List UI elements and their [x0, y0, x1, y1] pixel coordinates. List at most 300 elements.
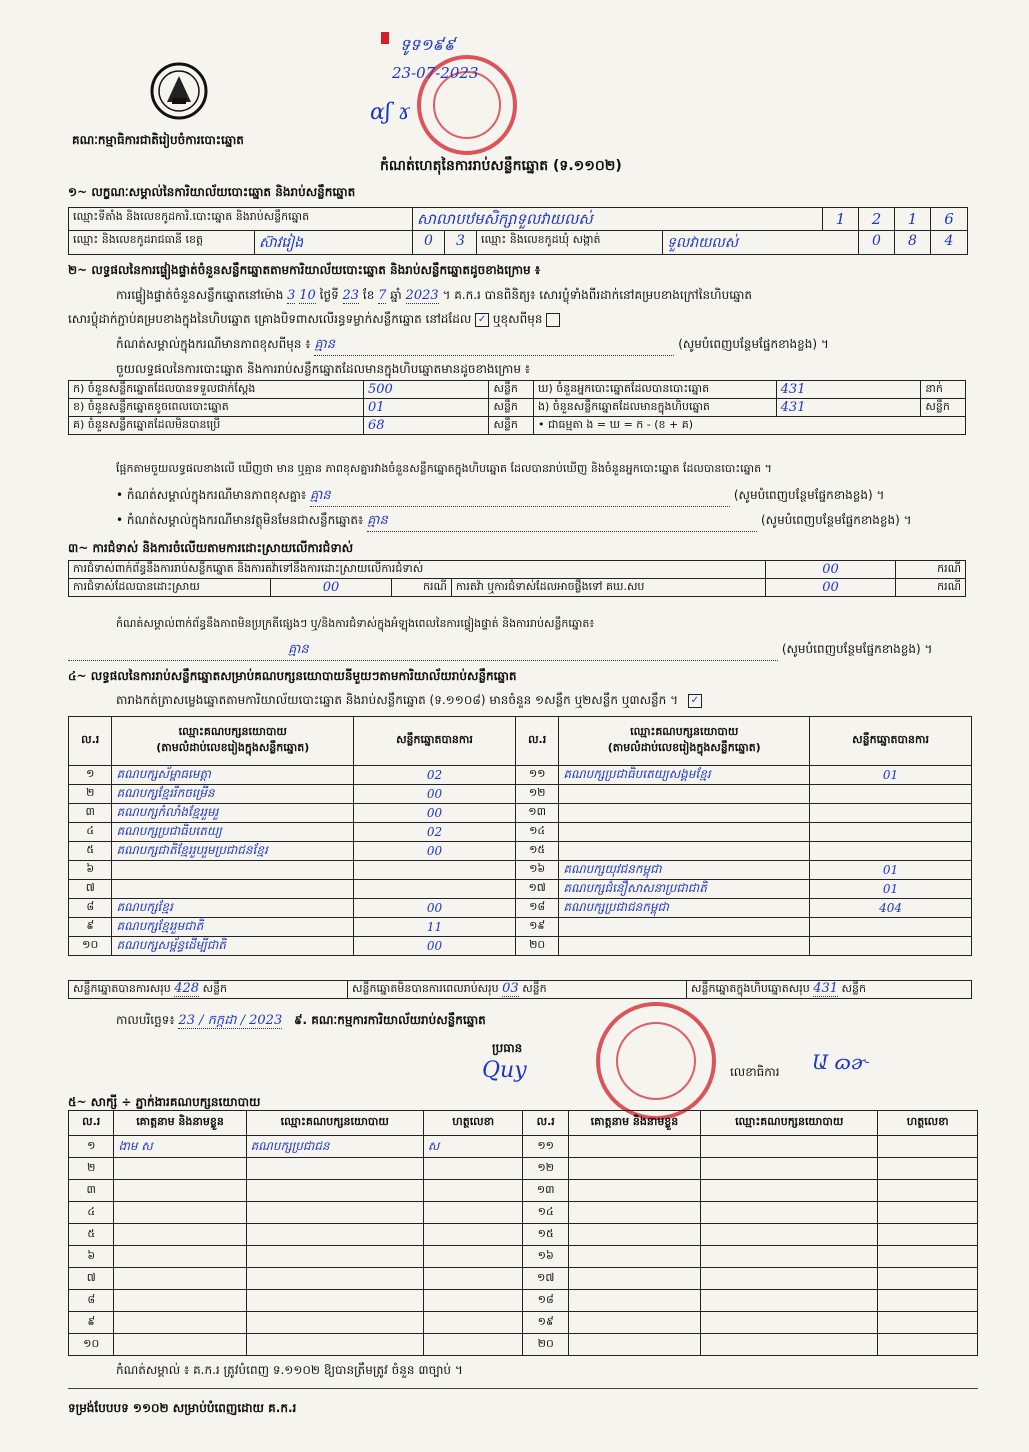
- result-no: ៩: [69, 918, 112, 937]
- total-invalid-unit: សន្លឹក: [522, 982, 547, 995]
- section4-title: ៤~ លទ្ធផលនៃការរាប់សន្លឹកឆ្នោតសម្រាប់គណបក្សនយោបាយនីមួយៗតាមការិយាល័យរាប់សន្លឹកឆ្នោត: [68, 669, 517, 683]
- witness-name[interactable]: [114, 1180, 246, 1202]
- result-no: ៤: [69, 823, 112, 842]
- note2-label: • កំណត់សម្គាល់ក្នុងករណីមានភាពខុសគ្នា៖: [116, 488, 307, 502]
- province-code-1: 0: [413, 231, 445, 254]
- total-box-label: សន្លឹកឆ្នោតក្នុងហិបឆ្នោតសរុប: [691, 982, 810, 995]
- total-box-unit: សន្លឹក: [841, 982, 866, 995]
- date-line: [116, 1012, 486, 1031]
- witness-no: ១២: [523, 1158, 568, 1180]
- total-valid-label: សន្លឹកឆ្នោតបានការសរុប: [73, 982, 171, 995]
- witness-sign[interactable]: [878, 1224, 978, 1246]
- results-col-party-title-2: ឈ្មោះគណបក្សនយោបាយ: [630, 725, 739, 738]
- result-votes[interactable]: 02: [354, 823, 516, 842]
- chair-label: ប្រធាន: [492, 1041, 523, 1055]
- witness-party[interactable]: [246, 1224, 423, 1246]
- witness-sign[interactable]: [423, 1224, 523, 1246]
- witness-name[interactable]: [568, 1202, 700, 1224]
- table-row: [69, 766, 972, 785]
- table-row: [69, 1246, 978, 1268]
- results-col-party: [112, 717, 354, 766]
- result-party[interactable]: [559, 842, 810, 861]
- result-votes[interactable]: 00: [354, 899, 516, 918]
- note3-value[interactable]: គ្មាន: [367, 512, 757, 532]
- witness-sign[interactable]: [423, 1268, 523, 1290]
- witness-sign[interactable]: [423, 1180, 523, 1202]
- result-no: ១៧: [515, 880, 558, 899]
- results-col-votes-2: សន្លឹកឆ្នោតបានការ: [810, 717, 972, 766]
- section4-intro: [116, 692, 702, 710]
- section3-title: ៣~ ការជំទាស់ និងការចំលើយតាមការដោះស្រាយលើការជំទាស់: [68, 541, 354, 555]
- section1-table: [68, 207, 968, 255]
- result-votes[interactable]: 01: [810, 861, 972, 880]
- table-row: [69, 1136, 978, 1158]
- year-label: ឆ្នាំ: [390, 288, 402, 302]
- count-value-e[interactable]: 431: [776, 399, 921, 417]
- section3-note-label: កំណត់សម្គាល់ពាក់ព័ន្ធនឹងភាពមិនប្រក្រតីផ្សេងៗ ឬ/និងការជំទាស់ក្នុងអំឡុងពេលនៃការផ្ទៀងផ្ទាត់ និងការរាប់សន្លឹកឆ្នោត៖: [116, 617, 595, 630]
- witness-no: ២: [69, 1158, 114, 1180]
- result-votes[interactable]: 00: [354, 785, 516, 804]
- witness-col-sign-2: ហត្ថលេខា: [878, 1111, 978, 1136]
- objection-unit: ករណី: [896, 561, 966, 579]
- witness-no: ៥: [69, 1224, 114, 1246]
- appeal-value[interactable]: 00: [765, 579, 895, 597]
- results-totals-row: [69, 981, 972, 999]
- count-formula: • ជាធម្មតា ង = ឃ = ក - (ខ + គ): [534, 417, 966, 435]
- witness-name[interactable]: [568, 1268, 700, 1290]
- result-votes[interactable]: 11: [354, 918, 516, 937]
- results-table: [68, 716, 972, 956]
- witness-no: ១១: [523, 1136, 568, 1158]
- result-party[interactable]: [112, 861, 354, 880]
- witness-party[interactable]: [246, 1268, 423, 1290]
- witness-party[interactable]: [246, 1312, 423, 1334]
- note-value[interactable]: គ្មាន: [314, 336, 674, 356]
- red-flag-mark: [381, 32, 389, 44]
- table-row: [69, 861, 972, 880]
- witness-sign[interactable]: [423, 1158, 523, 1180]
- note2-value[interactable]: គ្មាន: [310, 487, 730, 507]
- witness-no: ១៥: [523, 1224, 568, 1246]
- time-hour: 3: [287, 288, 296, 303]
- result-party[interactable]: [559, 937, 810, 956]
- result-votes[interactable]: 00: [354, 937, 516, 956]
- witness-party[interactable]: [701, 1312, 878, 1334]
- count-label-a: ក) ចំនួនសន្លឹកឆ្នោតដែលបានទទួលជាក់ស្តែង: [69, 381, 364, 399]
- footer-text: ទម្រង់បែបបទ ១១០២ សម្រាប់បំពេញដោយ គ.ក.រ: [68, 1401, 297, 1415]
- witness-sign[interactable]: [878, 1180, 978, 1202]
- witness-sign[interactable]: [878, 1246, 978, 1268]
- witness-name[interactable]: [114, 1202, 246, 1224]
- resolved-unit: ករណី: [391, 579, 451, 597]
- count-value-b[interactable]: 01: [364, 399, 489, 417]
- result-votes[interactable]: 02: [354, 766, 516, 785]
- witness-sign[interactable]: [423, 1312, 523, 1334]
- line1-suffix: ។ គ.ក.រ បានពិនិត្យ៖ សោរប្លុំទាំងពីរដាក់នៅគម្របខាងក្រៅនៃហិបឆ្នោត: [442, 288, 753, 302]
- result-party[interactable]: [559, 804, 810, 823]
- result-no: ១០: [69, 937, 112, 956]
- witness-no: ៦: [69, 1246, 114, 1268]
- result-votes[interactable]: 01: [810, 880, 972, 899]
- witness-name[interactable]: [114, 1334, 246, 1356]
- witness-no: ១៦: [523, 1246, 568, 1268]
- commune-value: ទួលវាយលស់: [663, 231, 859, 254]
- result-no: ១: [69, 766, 112, 785]
- witness-no: ៨: [69, 1290, 114, 1312]
- result-no: ១២: [515, 785, 558, 804]
- chair-signature: Quy: [482, 1058, 527, 1083]
- result-party[interactable]: គណបក្សជំនឿសាសនាប្រជាជាតិ: [559, 880, 810, 899]
- result-votes[interactable]: 404: [810, 899, 972, 918]
- result-votes[interactable]: [354, 880, 516, 899]
- province-code-2: 3: [445, 231, 477, 254]
- time-minute: 10: [299, 288, 316, 303]
- result-votes[interactable]: [810, 785, 972, 804]
- witness-no: ៤: [69, 1202, 114, 1224]
- result-votes[interactable]: [810, 937, 972, 956]
- result-votes[interactable]: 01: [810, 766, 972, 785]
- secretary-label: លេខាធិការ: [730, 1065, 780, 1079]
- table-row: [69, 1158, 978, 1180]
- total-box-value[interactable]: 431: [813, 981, 839, 996]
- result-votes[interactable]: [810, 918, 972, 937]
- witness-no: ៧: [69, 1268, 114, 1290]
- witness-party[interactable]: [701, 1202, 878, 1224]
- witness-party[interactable]: [701, 1158, 878, 1180]
- witness-col-party: ឈ្មោះគណបក្សនយោបាយ: [246, 1111, 423, 1136]
- witness-sign[interactable]: [878, 1334, 978, 1356]
- witness-party[interactable]: [246, 1158, 423, 1180]
- result-no: ១៤: [515, 823, 558, 842]
- witness-table: [68, 1110, 978, 1356]
- witness-col-sign: ហត្ថលេខា: [423, 1111, 523, 1136]
- note3-label: • កំណត់សម្គាល់ក្នុងករណីមានវត្ថុមិនមែនជាសន្លឹកឆ្នោត៖: [116, 513, 364, 527]
- witness-party[interactable]: [701, 1136, 878, 1158]
- count-value-a[interactable]: 500: [364, 381, 489, 399]
- result-no: ១៥: [515, 842, 558, 861]
- date-label: កាលបរិច្ឆេទ៖: [116, 1013, 175, 1027]
- date-value[interactable]: 23 / កក្កដា / 2023: [178, 1013, 283, 1028]
- witness-name[interactable]: [568, 1180, 700, 1202]
- witness-col-name: គោត្តនាម និងនាមខ្លួន: [114, 1111, 246, 1136]
- secretary-signature: Ա ɷɚ: [812, 1050, 868, 1074]
- table-row: [69, 823, 972, 842]
- count-unit-d: នាក់: [921, 381, 966, 399]
- table-row: [69, 1290, 978, 1312]
- witness-name[interactable]: ងាម ស: [114, 1136, 246, 1158]
- province-value: ស៊ាវរៀង: [255, 231, 413, 254]
- table-row: [69, 1202, 978, 1224]
- result-votes[interactable]: 00: [354, 842, 516, 861]
- section2-line1: [116, 287, 752, 305]
- note3-hint: (សូមបំពេញបន្ថែមផ្នែកខាងខ្លង) ។: [760, 513, 912, 527]
- witness-party[interactable]: [701, 1224, 878, 1246]
- station-code-3: 1: [895, 208, 931, 231]
- count-row-b: [69, 399, 966, 417]
- count-unit-c: សន្លឹក: [489, 417, 534, 435]
- result-party[interactable]: គណបក្សប្រជាធិបតេយ្យ: [112, 823, 354, 842]
- objection-row-2: [69, 579, 966, 597]
- witness-sign[interactable]: [423, 1202, 523, 1224]
- result-no: ៥: [69, 842, 112, 861]
- result-no: ២០: [515, 937, 558, 956]
- witness-no: ១០: [69, 1334, 114, 1356]
- result-votes[interactable]: [810, 842, 972, 861]
- station-label: ឈ្មោះទីតាំង និងលេខកូដការិ.បោះឆ្នោត និងរាប់សន្លឹកឆ្នោត: [69, 208, 413, 231]
- result-no: ១៦: [515, 861, 558, 880]
- result-no: ២: [69, 785, 112, 804]
- result-party[interactable]: គណបក្សប្រជាជនកម្ពុជា: [559, 899, 810, 918]
- result-party[interactable]: គណបក្សសម្ព័ន្ធដើម្បីជាតិ: [112, 937, 354, 956]
- note-hint: (សូមបំពេញបន្ថែមផ្នែកខាងខ្លង) ។: [678, 337, 829, 351]
- result-no: ៧: [69, 880, 112, 899]
- appeal-label: ការតវ៉ា ឬការជំទាស់ដែលអាចផ្លឹងទៅ គឃ.សប: [451, 579, 765, 597]
- result-no: ១៣: [515, 804, 558, 823]
- witness-no: ១៨: [523, 1290, 568, 1312]
- section2-note: [116, 336, 829, 356]
- table-row: [69, 804, 972, 823]
- result-party[interactable]: គណបក្សជាតិខ្មែររួបរួមប្រជាជនខ្មែរ: [112, 842, 354, 861]
- result-no: ១៩: [515, 918, 558, 937]
- result-party[interactable]: គណបក្សកំលាំងខ្មែររួមរួ: [112, 804, 354, 823]
- section3-note-value[interactable]: គ្មាន: [68, 641, 778, 661]
- results-col-votes: សន្លឹកឆ្នោតបានការ: [354, 717, 516, 766]
- witness-no: ១៣: [523, 1180, 568, 1202]
- objection-row-1: [69, 561, 966, 579]
- result-no: ៨: [69, 899, 112, 918]
- witness-sign[interactable]: [423, 1246, 523, 1268]
- count-value-d[interactable]: 431: [776, 381, 921, 399]
- stamp-handwriting-1: ទូទ១៩៩: [400, 35, 456, 54]
- witness-party[interactable]: [246, 1334, 423, 1356]
- witness-party[interactable]: [701, 1180, 878, 1202]
- count-unit-b: សន្លឹក: [489, 399, 534, 417]
- unchanged-checkbox[interactable]: ✓: [475, 313, 489, 327]
- witness-sign[interactable]: ស: [423, 1136, 523, 1158]
- witness-sign[interactable]: [878, 1158, 978, 1180]
- commune-code-3: 4: [944, 233, 954, 249]
- results-col-party-2: [559, 717, 810, 766]
- count-row-a: [69, 381, 966, 399]
- witness-name[interactable]: [568, 1224, 700, 1246]
- note2-line: [116, 487, 884, 507]
- section4-intro-text: តារាងកត់ត្រាសម្លេងឆ្នោតតាមការិយាល័យបោះឆ្នោត និងរាប់សន្លឹកឆ្នោត (ទ.១១០៨) មានចំនួន ១សន្លឹក ឬ២សន្លឹក ឬ៣សន្លឹក ។: [116, 693, 679, 707]
- witness-no: ៣: [69, 1180, 114, 1202]
- witness-party[interactable]: [701, 1290, 878, 1312]
- stamp-handwriting-2: 23-07-2023: [392, 64, 479, 82]
- objection-value[interactable]: 00: [765, 561, 895, 579]
- result-party[interactable]: គណបក្សខ្មែររីកចម្រើន: [112, 785, 354, 804]
- section3-note-line: [68, 641, 932, 661]
- count-unit-a: សន្លឹក: [489, 381, 534, 399]
- witness-sign[interactable]: [878, 1136, 978, 1158]
- witness-name[interactable]: [114, 1246, 246, 1268]
- station-code-1: 1: [823, 208, 859, 231]
- total-invalid-value[interactable]: 03: [502, 981, 519, 996]
- witness-sign[interactable]: [878, 1312, 978, 1334]
- resolved-label: ការជំទាស់ដែលបានដោះស្រាយ: [69, 579, 271, 597]
- witness-no: ១៧: [523, 1268, 568, 1290]
- signature-scribble: ɑʃ ɤ: [370, 100, 411, 125]
- note2-hint: (សូមបំពេញបន្ថែមផ្នែកខាងខ្លង) ។: [733, 488, 885, 502]
- footer-divider: [68, 1388, 978, 1389]
- results-col-no: ល.រ: [69, 717, 112, 766]
- commune-code-2: 8: [895, 231, 931, 254]
- results-totals: [68, 980, 972, 999]
- count-row-c: [69, 417, 966, 435]
- section2-line2: [68, 311, 560, 329]
- witness-header: [69, 1111, 978, 1136]
- witness-col-no: ល.រ: [69, 1111, 114, 1136]
- section3-note-hint: (សូមបំពេញបន្ថែមផ្នែកខាងខ្លង) ។: [781, 642, 933, 656]
- section5-title: ៥~ សាក្សី ÷ ភ្នាក់ងារគណបក្សនយោបាយ: [68, 1095, 261, 1109]
- witness-name[interactable]: [114, 1290, 246, 1312]
- results-header: [69, 717, 972, 766]
- section2-title: ២~ លទ្ធផលនៃការផ្ទៀងផ្ទាត់ចំនួនសន្លឹកឆ្នោតតាមការិយាល័យបោះឆ្នោត និងរាប់សន្លឹកឆ្នោតដូចខាងក្រោម ៖: [68, 263, 541, 277]
- result-no: ៣: [69, 804, 112, 823]
- result-party[interactable]: [559, 785, 810, 804]
- witness-sign[interactable]: [878, 1202, 978, 1224]
- commune-label: ឈ្មោះ និងលេខកូដឃុំ សង្កាត់: [477, 231, 663, 254]
- count-label-e: ង) ចំនួនសន្លឹកឆ្នោតដែលមានក្នុងហិបឆ្នោត: [534, 399, 777, 417]
- result-votes[interactable]: [810, 823, 972, 842]
- table-row: [69, 1180, 978, 1202]
- witness-name[interactable]: [568, 1246, 700, 1268]
- resolved-value[interactable]: 00: [271, 579, 392, 597]
- count-label-c: គ) ចំនួនសន្លឹកឆ្នោតដែលមិនបានប្រើ: [69, 417, 364, 435]
- witness-sign[interactable]: [423, 1334, 523, 1356]
- witness-sign[interactable]: [878, 1268, 978, 1290]
- witness-name[interactable]: [114, 1224, 246, 1246]
- province-label: ឈ្មោះ និងលេខកូដរាជធានី ខេត្ត: [69, 231, 255, 254]
- total-box-cell: [687, 981, 972, 999]
- witness-name[interactable]: [114, 1158, 246, 1180]
- result-no: ៦: [69, 861, 112, 880]
- witness-no: ១៤: [523, 1202, 568, 1224]
- table-row: [69, 937, 972, 956]
- org-name: គណៈកម្មាធិការជាតិរៀបចំការបោះឆ្នោត: [72, 133, 244, 147]
- month-value: 7: [378, 288, 387, 303]
- witness-sign[interactable]: [878, 1290, 978, 1312]
- total-invalid-label: សន្លឹកឆ្នោតមិនបានការពេលរាប់សរុប: [352, 982, 499, 995]
- changed-checkbox[interactable]: [546, 313, 560, 327]
- objection-label: ការជំទាស់ពាក់ព័ន្ធនឹងការរាប់សន្លឹកឆ្នោត និងការតវ៉ាទៅនឹងការដោះស្រាយលើការជំទាស់: [69, 561, 766, 579]
- witness-no: ១៩: [523, 1312, 568, 1334]
- result-party[interactable]: [112, 880, 354, 899]
- official-seal-bottom-inner: [616, 1022, 696, 1100]
- result-no: ១១: [515, 766, 558, 785]
- witness-name[interactable]: [114, 1268, 246, 1290]
- result-no: ១៨: [515, 899, 558, 918]
- table-row: [69, 785, 972, 804]
- witness-party[interactable]: [701, 1268, 878, 1290]
- total-valid-value[interactable]: 428: [174, 981, 200, 996]
- result-votes[interactable]: [354, 861, 516, 880]
- station-code-4: 6: [931, 208, 967, 231]
- table-row: [69, 1224, 978, 1246]
- count-unit-e: សន្លឹក: [921, 399, 966, 417]
- table-row: [69, 1334, 978, 1356]
- year-value: 2023: [405, 288, 439, 303]
- witness-col-no-2: ល.រ: [523, 1111, 568, 1136]
- witness-sign[interactable]: [423, 1290, 523, 1312]
- changed-label: ឬខុសពីមុន: [492, 312, 543, 326]
- station-value: សាលាបឋមសិក្សាទួលវាយលស់: [413, 208, 823, 231]
- results-col-party-sub: (តាមលំដាប់លេខរៀងក្នុងសន្លឹកឆ្នោត): [156, 741, 310, 754]
- witness-party[interactable]: [701, 1334, 878, 1356]
- nec-emblem: [150, 62, 208, 120]
- results-col-party-sub-2: (តាមលំដាប់លេខរៀងក្នុងសន្លឹកឆ្នោត): [607, 741, 761, 754]
- count-value-c[interactable]: 68: [364, 417, 489, 435]
- witness-name[interactable]: [568, 1312, 700, 1334]
- result-party[interactable]: គណបក្សខ្មែររួមជាតិ: [112, 918, 354, 937]
- result-party[interactable]: [559, 823, 810, 842]
- witness-name[interactable]: [568, 1334, 700, 1356]
- witness-party[interactable]: [701, 1246, 878, 1268]
- results-col-party-title: ឈ្មោះគណបក្សនយោបាយ: [178, 725, 287, 738]
- total-valid-unit: សន្លឹក: [202, 982, 228, 995]
- section1-title: ១~ លក្ខណៈសម្គាល់នៃការិយាល័យបោះឆ្នោត និងរាប់សន្លឹកឆ្នោត: [68, 185, 356, 199]
- result-party[interactable]: គណបក្សខ្មែរ: [112, 899, 354, 918]
- witness-col-name-2: គោត្តនាម និងនាមខ្លួន: [568, 1111, 700, 1136]
- appeal-unit: ករណី: [896, 579, 966, 597]
- witness-col-party-2: ឈ្មោះគណបក្សនយោបាយ: [701, 1111, 878, 1136]
- station-code-2: 2: [859, 208, 895, 231]
- month-label: ខែ: [362, 288, 375, 302]
- table-row: [69, 918, 972, 937]
- line2-text: សោរប្លុំដាក់ភ្ជាប់គម្របខាងក្នុងនៃហិបឆ្នោត គ្រោងបិទពាសលើរន្ធទម្លាក់សន្លឹកឆ្នោត នៅដដែល: [68, 312, 472, 326]
- form-title: កំណត់ហេតុនៃការរាប់សន្លឹកឆ្នោត (ទ.១១០២): [380, 158, 622, 174]
- results-col-no-2: ល.រ: [515, 717, 558, 766]
- compare-line: ផ្អែកតាមចួយលទ្ធផលខាងលើ ឃើញថា មាន ឬគ្មាន ភាពខុសគ្នារវាងចំនួនសន្លឹកឆ្នោតក្នុងហិបឆ្នោត ដែលបានរាប់ឃើញ និងចំនួនអ្នកបោះឆ្នោត ដែលបានបោះឆ្នោត ។: [116, 462, 772, 475]
- count-label-d: ឃ) ចំនួនអ្នកបោះឆ្នោតដែលបានបោះឆ្នោត: [534, 381, 777, 399]
- result-party[interactable]: គណបក្សប្រជាធិបតេយ្យសង្គមខ្មែរ: [559, 766, 810, 785]
- witness-name[interactable]: [568, 1136, 700, 1158]
- sheets-3-checkbox[interactable]: ✓: [688, 694, 702, 708]
- committee-label: ៩. គណៈកម្មការការិយាល័យរាប់សន្លឹកឆ្នោត: [294, 1013, 486, 1027]
- commune-code-1: 0: [859, 231, 895, 254]
- witness-party[interactable]: [246, 1246, 423, 1268]
- count-table: [68, 380, 966, 435]
- result-party[interactable]: គណបក្សស័ម្ពាធមេត្តា: [112, 766, 354, 785]
- result-votes[interactable]: 00: [354, 804, 516, 823]
- table-row: [69, 1268, 978, 1290]
- count-label-b: ខ) ចំនួនសន្លឹកឆ្នោតខូចពេលបោះឆ្នោត: [69, 399, 364, 417]
- table-row: [69, 1312, 978, 1334]
- total-valid-cell: [69, 981, 348, 999]
- table-row: [69, 899, 972, 918]
- witness-party[interactable]: [246, 1180, 423, 1202]
- day-label: ថ្ងៃទី: [319, 288, 339, 302]
- note3-line: [116, 512, 912, 532]
- count-intro: ចួយលទ្ធផលនៃការបោះឆ្នោត និងការរាប់សន្លឹកឆ្នោតដែលមានក្នុងហិបឆ្នោតមានដូចខាងក្រោម ៖: [116, 362, 531, 376]
- witness-name[interactable]: [568, 1290, 700, 1312]
- witness-no: ២០: [523, 1334, 568, 1356]
- objection-table: [68, 560, 966, 597]
- witness-party[interactable]: [246, 1290, 423, 1312]
- witness-no: ៩: [69, 1312, 114, 1334]
- result-party[interactable]: [559, 918, 810, 937]
- note-label: កំណត់សម្គាល់ក្នុងករណីមានភាពខុសពីមុន ៖: [116, 337, 311, 351]
- witness-party[interactable]: គណបក្សប្រជាជន: [246, 1136, 423, 1158]
- witness-name[interactable]: [568, 1158, 700, 1180]
- result-party[interactable]: គណបក្សយុវជនកម្ពុជា: [559, 861, 810, 880]
- witness-name[interactable]: [114, 1312, 246, 1334]
- result-votes[interactable]: [810, 804, 972, 823]
- witness-party[interactable]: [246, 1202, 423, 1224]
- witness-footnote: កំណត់សម្គាល់ ៖ គ.ក.រ ត្រូវបំពេញ ទ.១១០២ ឱ្យបានត្រឹមត្រូវ ចំនួន ៣ច្បាប់ ។: [116, 1363, 463, 1377]
- day-value: 23: [342, 288, 360, 303]
